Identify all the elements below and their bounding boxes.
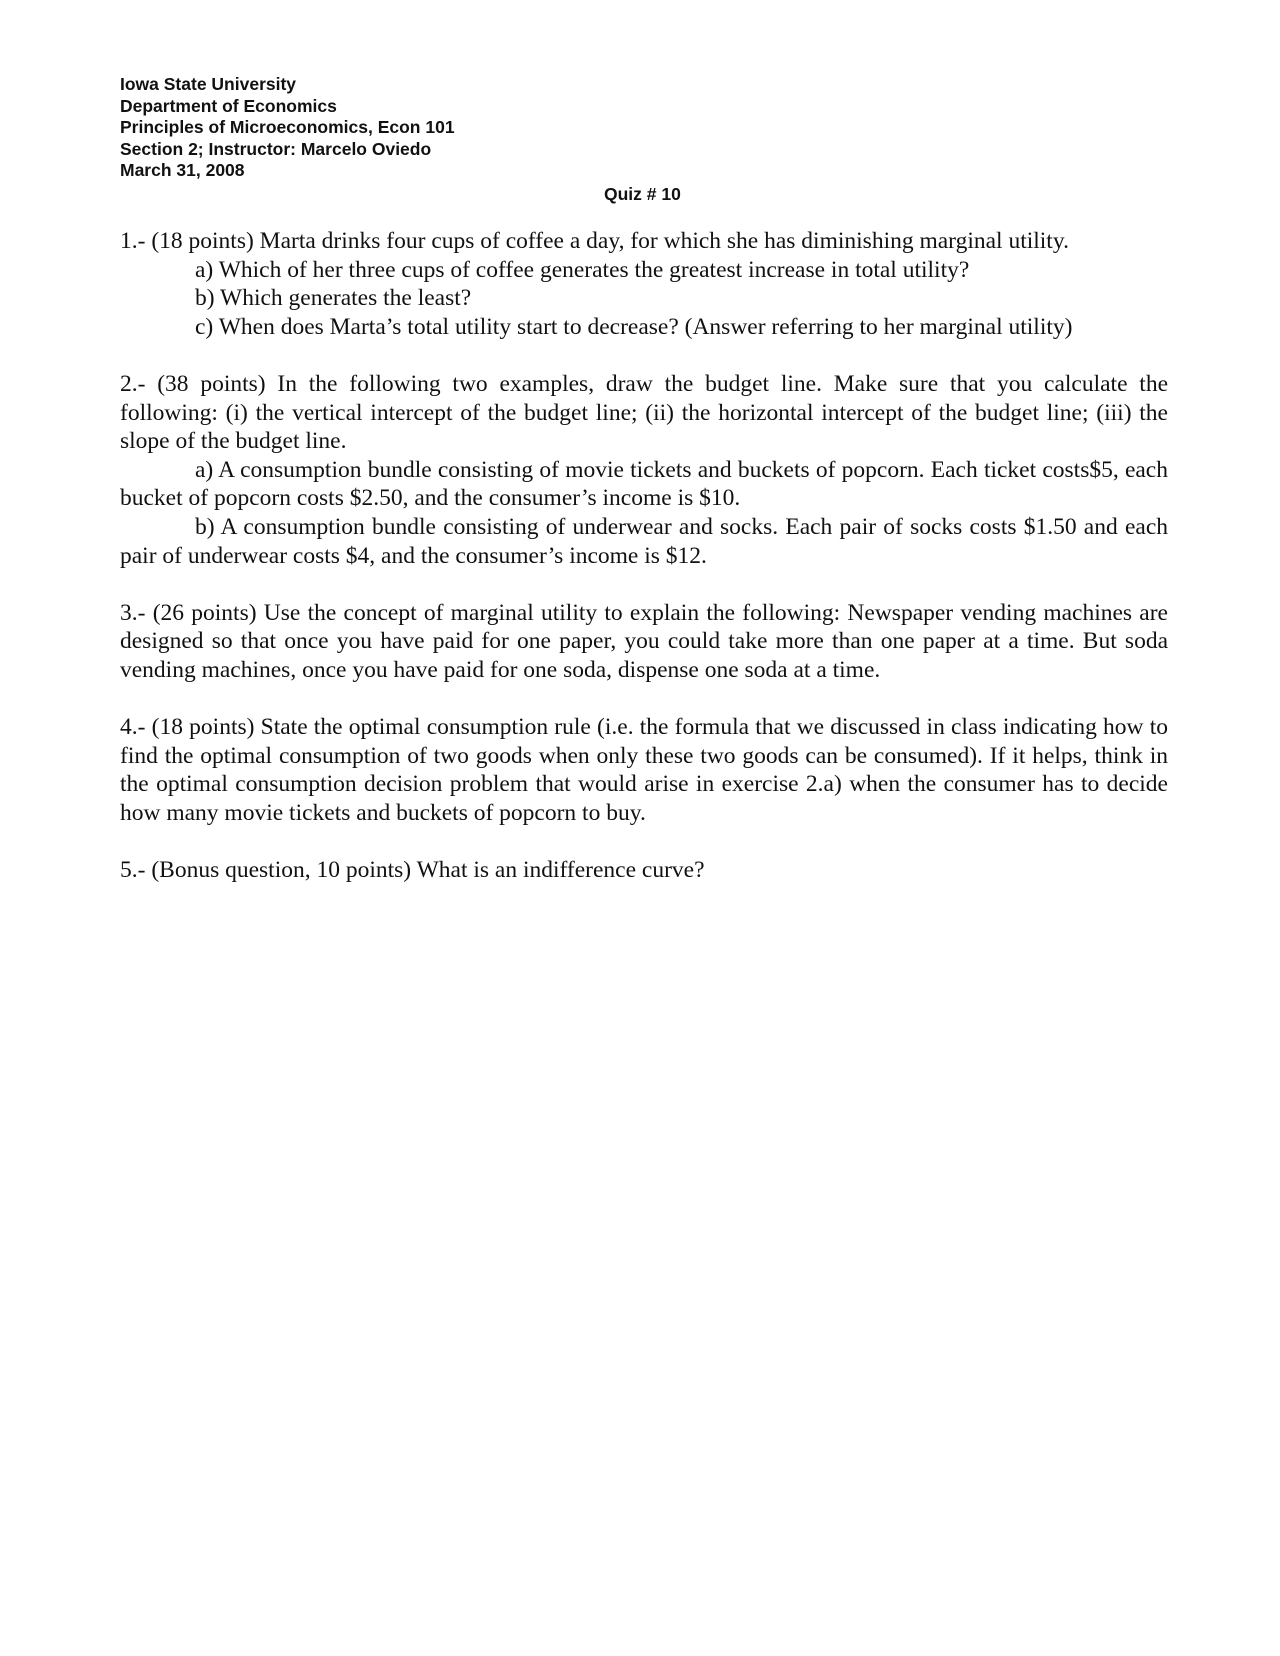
question-3: [120, 599, 1168, 685]
university-name: Iowa State University: [120, 74, 297, 94]
question-1-part-b: b) Which generates the least?: [195, 285, 472, 312]
question-3-stem: 3.- (26 points) Use the concept of marginal utility to explain the following: Newspaper vending machines are designed so that once you have paid for one paper, you could take more than one paper at a time. But soda vending machines, once you have paid for one soda, dispense one soda at a time.: [120, 599, 1168, 683]
question-1-part-a: a) Which of her three cups of coffee generates the greatest increase in total utility?: [195, 256, 970, 283]
quiz-title: Quiz # 10: [604, 184, 681, 204]
course-name: Principles of Microeconomics, Econ 101: [120, 117, 455, 138]
section-instructor: Section 2; Instructor: Marcelo Oviedo: [120, 138, 432, 159]
question-1-part-c: c) When does Marta’s total utility start to decrease? (Answer referring to her marginal utility): [195, 313, 1073, 340]
question-5-stem: 5.- (Bonus question, 10 points) What is an indifference curve?: [120, 857, 705, 884]
question-1: [120, 227, 1168, 341]
quiz-date: March 31, 2008: [120, 160, 245, 181]
question-2-stem: 2.- (38 points) In the following two examples, draw the budget line. Make sure that you calculate the following: (i) the vertical intercept of the budget line; (ii) the horizontal intercept of the budget line; (iii) the slope of the budget line.: [120, 370, 1168, 455]
document-header: [120, 74, 455, 182]
question-4: [120, 713, 1168, 827]
question-2-part-a: a) A consumption bundle consisting of movie tickets and buckets of popcorn. Each ticket costs$5, each bucket of popcorn costs $2.50, and the consumer’s income is $10.: [120, 456, 1168, 512]
department-name: Department of Economics: [120, 95, 337, 116]
question-1-stem: 1.- (18 points) Marta drinks four cups of coffee a day, for which she has diminishing marginal utility.: [120, 228, 1069, 254]
questions-list: [120, 227, 1168, 913]
question-5: [120, 856, 1168, 885]
question-2-part-b: b) A consumption bundle consisting of underwear and socks. Each pair of socks costs $1.50 and each pair of underwear costs $4, and the consumer’s income is $12.: [120, 513, 1168, 569]
question-2: [120, 370, 1168, 570]
question-4-stem: 4.- (18 points) State the optimal consumption rule (i.e. the formula that we discussed in class indicating how to find the optimal consumption of two goods when only these two goods can be consumed). If it helps, think in the optimal consumption decision problem that would arise in exercise 2.a) when the consumer has to decide how many movie tickets and buckets of popcorn to buy.: [120, 714, 1168, 826]
